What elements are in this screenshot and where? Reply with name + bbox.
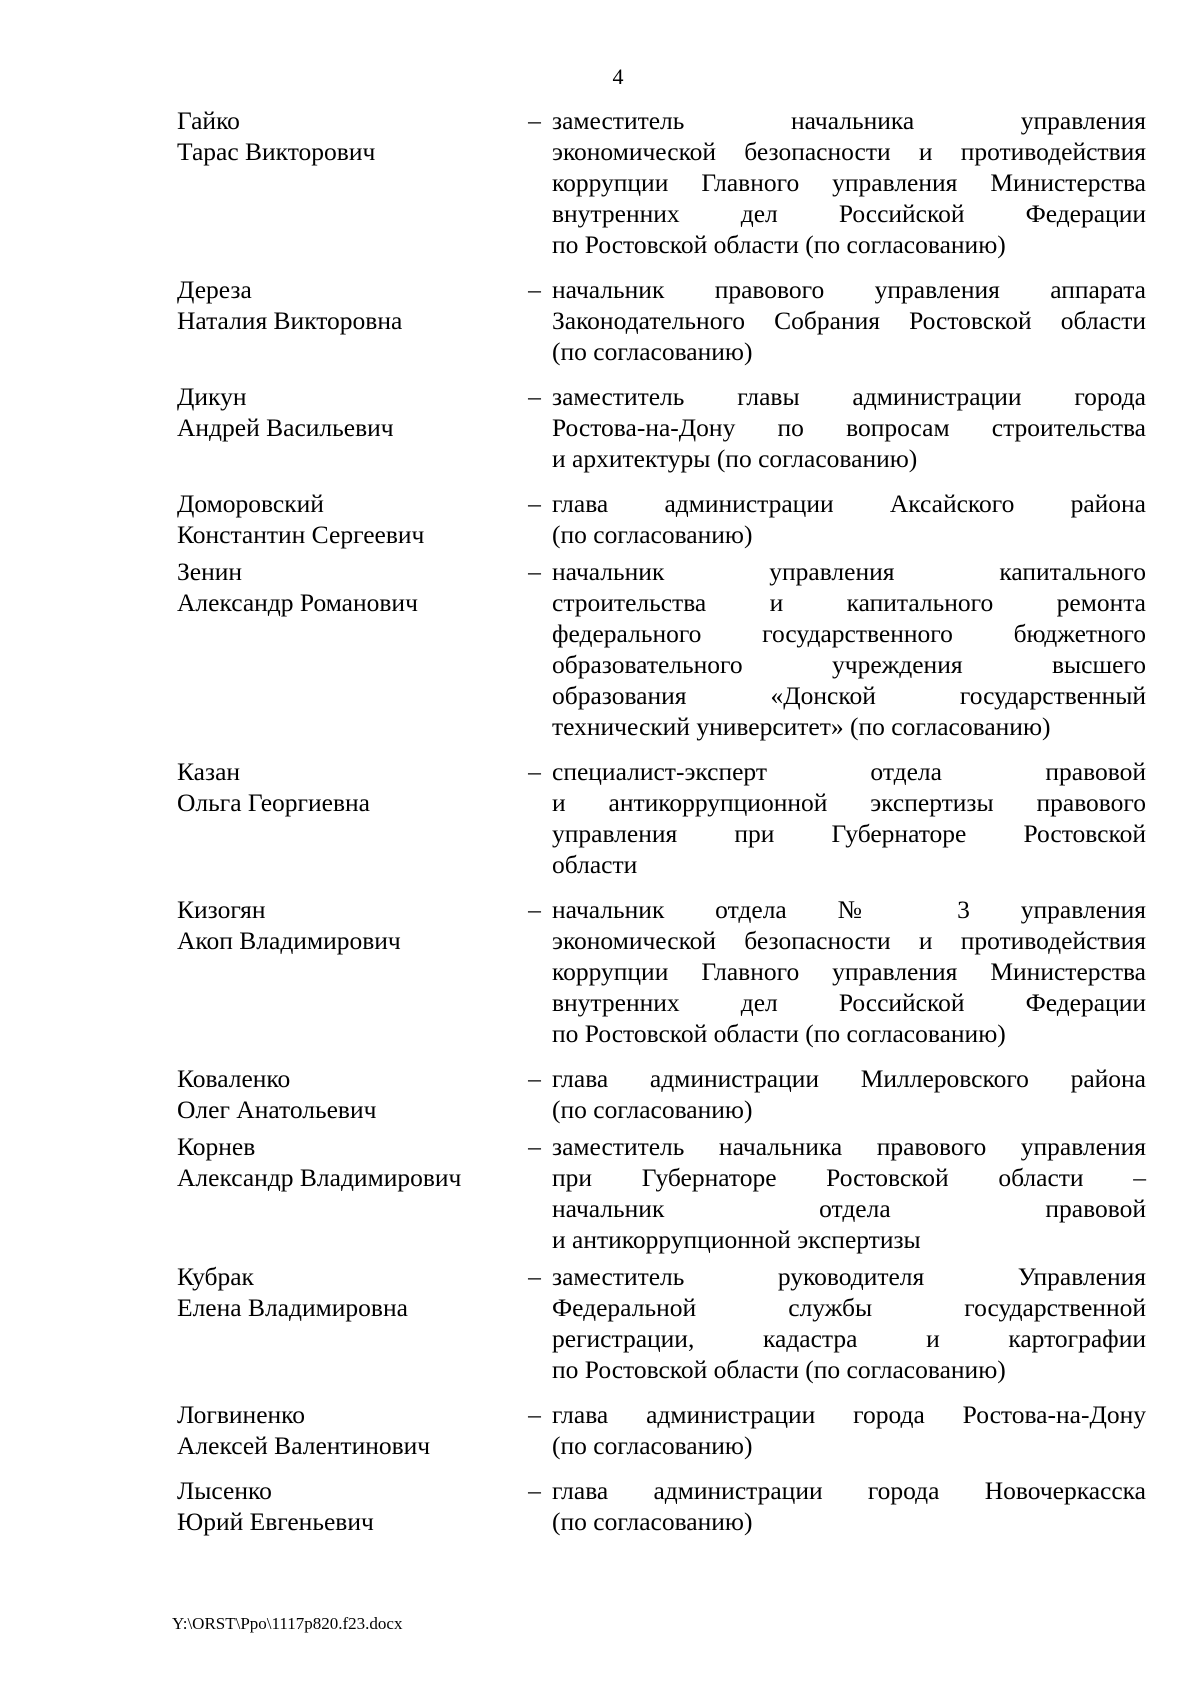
member-name bbox=[177, 381, 517, 443]
position-line: глава администрации города Новочеркасска bbox=[552, 1476, 1146, 1505]
member-name bbox=[177, 274, 517, 336]
member-name bbox=[177, 894, 517, 956]
position-line: начальник управления капитального bbox=[552, 557, 1146, 586]
member-surname: Дикун bbox=[177, 382, 247, 411]
position-line: (по согласованию) bbox=[552, 1095, 753, 1124]
member-name bbox=[177, 1399, 517, 1461]
position-line: технический университет» (по согласованию) bbox=[552, 712, 1051, 741]
member-entry bbox=[177, 1131, 1146, 1255]
separator-dash: – bbox=[528, 1476, 541, 1505]
member-entry bbox=[177, 274, 1146, 367]
position-line: коррупции Главного управления Министерства bbox=[552, 168, 1146, 197]
member-given-names: Наталия Викторовна bbox=[177, 306, 403, 335]
member-entry bbox=[177, 105, 1146, 260]
member-given-names: Алексей Валентинович bbox=[177, 1431, 431, 1460]
member-entry bbox=[177, 381, 1146, 474]
position-line: образования «Донской государственный bbox=[552, 681, 1146, 710]
separator-dash: – bbox=[528, 106, 541, 135]
member-surname: Лысенко bbox=[177, 1476, 272, 1505]
file-path-footer: Y:\ORST\Ppo\1117p820.f23.docx bbox=[172, 1614, 403, 1633]
position-line: глава администрации Аксайского района bbox=[552, 489, 1146, 518]
position-line: (по согласованию) bbox=[552, 520, 753, 549]
member-given-names: Константин Сергеевич bbox=[177, 520, 425, 549]
position-line: глава администрации города Ростова-на-Дону bbox=[552, 1400, 1146, 1429]
separator-dash: – bbox=[528, 1400, 541, 1429]
member-surname: Кизогян bbox=[177, 895, 266, 924]
position-line: заместитель главы администрации города bbox=[552, 382, 1146, 411]
member-given-names: Александр Владимирович bbox=[177, 1163, 462, 1192]
member-given-names: Тарас Викторович bbox=[177, 137, 376, 166]
member-entry bbox=[177, 1261, 1146, 1385]
position-line: коррупции Главного управления Министерства bbox=[552, 957, 1146, 986]
member-position bbox=[552, 274, 1146, 367]
member-position bbox=[552, 756, 1146, 880]
member-name bbox=[177, 1261, 517, 1323]
member-position bbox=[552, 1399, 1146, 1461]
position-line: области bbox=[552, 850, 638, 879]
member-surname: Зенин bbox=[177, 557, 243, 586]
page-number: 4 bbox=[612, 64, 624, 89]
position-line: специалист-эксперт отдела правовой bbox=[552, 757, 1146, 786]
member-surname: Доморовский bbox=[177, 489, 324, 518]
position-line: внутренних дел Российской Федерации bbox=[552, 199, 1146, 228]
member-entry bbox=[177, 894, 1146, 1049]
member-name bbox=[177, 1131, 517, 1193]
member-name bbox=[177, 1063, 517, 1125]
member-surname: Корнев bbox=[177, 1132, 256, 1161]
separator-dash: – bbox=[528, 1132, 541, 1161]
member-roster bbox=[177, 105, 1146, 1537]
member-entry bbox=[177, 1475, 1146, 1537]
member-given-names: Юрий Евгеньевич bbox=[177, 1507, 374, 1536]
member-given-names: Андрей Васильевич bbox=[177, 413, 394, 442]
position-line: (по согласованию) bbox=[552, 337, 753, 366]
position-line: экономической безопасности и противодействия bbox=[552, 926, 1146, 955]
position-line: по Ростовской области (по согласованию) bbox=[552, 1355, 1006, 1384]
position-line: управления при Губернаторе Ростовской bbox=[552, 819, 1146, 848]
position-line: (по согласованию) bbox=[552, 1507, 753, 1536]
member-position bbox=[552, 894, 1146, 1049]
member-given-names: Олег Анатольевич bbox=[177, 1095, 377, 1124]
member-name bbox=[177, 1475, 517, 1537]
position-line: федерального государственного бюджетного bbox=[552, 619, 1146, 648]
member-position bbox=[552, 105, 1146, 260]
separator-dash: – bbox=[528, 275, 541, 304]
member-name bbox=[177, 488, 517, 550]
member-surname: Дереза bbox=[177, 275, 252, 304]
member-name bbox=[177, 556, 517, 618]
member-surname: Коваленко bbox=[177, 1064, 291, 1093]
position-line: при Губернаторе Ростовской области – bbox=[552, 1163, 1146, 1192]
separator-dash: – bbox=[528, 895, 541, 924]
position-line: заместитель руководителя Управления bbox=[552, 1262, 1146, 1291]
position-line: внутренних дел Российской Федерации bbox=[552, 988, 1146, 1017]
position-line: регистрации, кадастра и картографии bbox=[552, 1324, 1146, 1353]
member-position bbox=[552, 1063, 1146, 1125]
member-surname: Казан bbox=[177, 757, 241, 786]
separator-dash: – bbox=[528, 382, 541, 411]
member-position bbox=[552, 556, 1146, 742]
member-entry bbox=[177, 756, 1146, 880]
member-position bbox=[552, 1475, 1146, 1537]
member-surname: Гайко bbox=[177, 106, 240, 135]
position-line: начальник правового управления аппарата bbox=[552, 275, 1146, 304]
member-position bbox=[552, 1261, 1146, 1385]
member-name bbox=[177, 756, 517, 818]
member-surname: Логвиненко bbox=[177, 1400, 306, 1429]
member-position bbox=[552, 1131, 1146, 1255]
member-position bbox=[552, 488, 1146, 550]
position-line: образовательного учреждения высшего bbox=[552, 650, 1146, 679]
position-line: по Ростовской области (по согласованию) bbox=[552, 1019, 1006, 1048]
position-line: по Ростовской области (по согласованию) bbox=[552, 230, 1006, 259]
separator-dash: – bbox=[528, 557, 541, 586]
position-line: Ростова-на-Дону по вопросам строительства bbox=[552, 413, 1146, 442]
member-given-names: Ольга Георгиевна bbox=[177, 788, 370, 817]
member-given-names: Елена Владимировна bbox=[177, 1293, 408, 1322]
position-line: (по согласованию) bbox=[552, 1431, 753, 1460]
position-line: начальник отдела № 3 управления bbox=[552, 895, 1146, 924]
member-surname: Кубрак bbox=[177, 1262, 254, 1291]
position-line: и антикоррупционной экспертизы bbox=[552, 1225, 921, 1254]
position-line: заместитель начальника управления bbox=[552, 106, 1146, 135]
member-given-names: Акоп Владимирович bbox=[177, 926, 401, 955]
position-line: заместитель начальника правового управления bbox=[552, 1132, 1146, 1161]
position-line: экономической безопасности и противодействия bbox=[552, 137, 1146, 166]
separator-dash: – bbox=[528, 489, 541, 518]
member-entry bbox=[177, 488, 1146, 550]
member-name bbox=[177, 105, 517, 167]
member-entry bbox=[177, 556, 1146, 742]
position-line: и антикоррупционной экспертизы правового bbox=[552, 788, 1146, 817]
position-line: Законодательного Собрания Ростовской области bbox=[552, 306, 1146, 335]
separator-dash: – bbox=[528, 757, 541, 786]
member-given-names: Александр Романович bbox=[177, 588, 418, 617]
position-line: начальник отдела правовой bbox=[552, 1194, 1146, 1223]
position-line: глава администрации Миллеровского района bbox=[552, 1064, 1146, 1093]
position-line: и архитектуры (по согласованию) bbox=[552, 444, 918, 473]
position-line: строительства и капитального ремонта bbox=[552, 588, 1146, 617]
member-position bbox=[552, 381, 1146, 474]
separator-dash: – bbox=[528, 1262, 541, 1291]
position-line: Федеральной службы государственной bbox=[552, 1293, 1146, 1322]
member-entry bbox=[177, 1399, 1146, 1461]
separator-dash: – bbox=[528, 1064, 541, 1093]
member-entry bbox=[177, 1063, 1146, 1125]
